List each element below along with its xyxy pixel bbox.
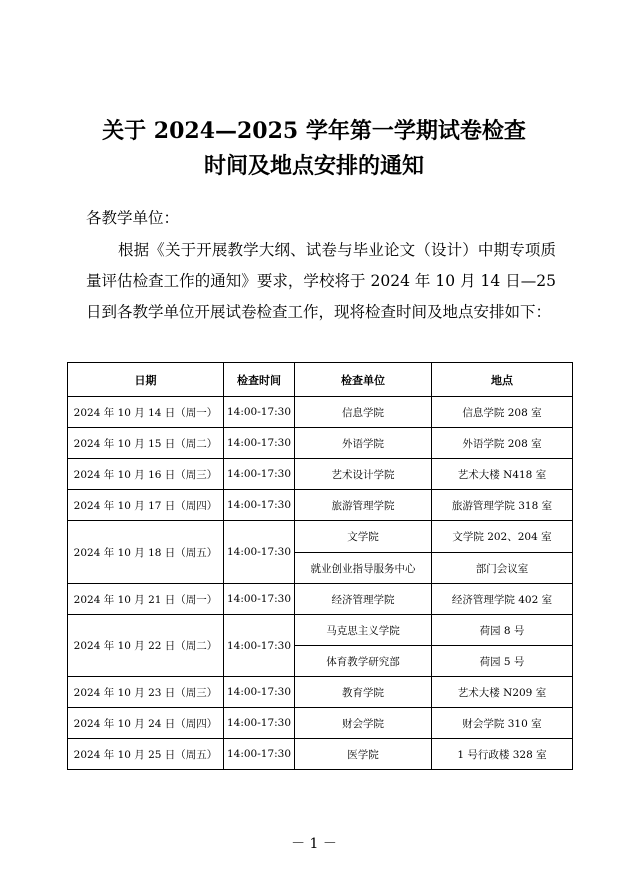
table-row — [68, 615, 573, 646]
schedule-table — [67, 362, 573, 770]
unit-cell: 体育教学研究部 — [295, 646, 432, 677]
date-cell: 2024 年 10 月 24 日（周四） — [68, 708, 224, 739]
unit-cell: 马克思主义学院 — [295, 615, 432, 646]
date-cell: 2024 年 10 月 17 日（周四） — [68, 490, 224, 521]
time-cell: 14:00-17:30 — [224, 459, 295, 490]
unit-cell: 信息学院 — [295, 397, 432, 428]
unit-cell: 旅游管理学院 — [295, 490, 432, 521]
table-row — [68, 459, 573, 490]
time-cell: 14:00-17:30 — [224, 490, 295, 521]
location-cell: 艺术大楼 N418 室 — [432, 459, 573, 490]
table-row — [68, 428, 573, 459]
date-cell: 2024 年 10 月 18 日（周五） — [68, 521, 224, 584]
location-cell: 信息学院 208 室 — [432, 397, 573, 428]
date-cell: 2024 年 10 月 23 日（周三） — [68, 677, 224, 708]
date-cell: 2024 年 10 月 21 日（周一） — [68, 584, 224, 615]
unit-cell: 财会学院 — [295, 708, 432, 739]
table-row — [68, 521, 573, 553]
time-cell: 14:00-17:30 — [224, 584, 295, 615]
unit-cell: 文学院 — [295, 521, 432, 553]
time-cell: 14:00-17:30 — [224, 615, 295, 677]
location-cell: 旅游管理学院 318 室 — [432, 490, 573, 521]
location-cell: 外语学院 208 室 — [432, 428, 573, 459]
unit-cell: 经济管理学院 — [295, 584, 432, 615]
location-cell: 1 号行政楼 328 室 — [432, 739, 573, 770]
time-cell: 14:00-17:30 — [224, 397, 295, 428]
location-cell: 荷园 5 号 — [432, 646, 573, 677]
unit-cell: 教育学院 — [295, 677, 432, 708]
time-cell: 14:00-17:30 — [224, 428, 295, 459]
table-row — [68, 739, 573, 770]
notice-title-line1: 关于 2024—2025 学年第一学期试卷检查 — [102, 118, 526, 144]
unit-cell: 艺术设计学院 — [295, 459, 432, 490]
date-cell: 2024 年 10 月 15 日（周二） — [68, 428, 224, 459]
date-cell: 2024 年 10 月 22 日（周二） — [68, 615, 224, 677]
table-header-row — [68, 363, 573, 397]
date-cell: 2024 年 10 月 25 日（周五） — [68, 739, 224, 770]
time-cell: 14:00-17:30 — [224, 708, 295, 739]
time-cell: 14:00-17:30 — [224, 677, 295, 708]
time-cell: 14:00-17:30 — [224, 521, 295, 584]
header-location: 地点 — [432, 363, 573, 397]
salutation: 各教学单位： — [86, 209, 180, 227]
unit-cell: 就业创业指导服务中心 — [295, 553, 432, 584]
table-row — [68, 584, 573, 615]
location-cell: 财会学院 310 室 — [432, 708, 573, 739]
location-cell: 部门会议室 — [432, 553, 573, 584]
location-cell: 荷园 8 号 — [432, 615, 573, 646]
unit-cell: 外语学院 — [295, 428, 432, 459]
notice-title-line2: 时间及地点安排的通知 — [203, 153, 424, 179]
body-paragraph: 根据《关于开展教学大纲、试卷与毕业论文（设计）中期专项质量评估检查工作的通知》要求，学校将于 2024 年 10 月 14 日—25 日到各教学单位开展试卷检查工作，现将检查时间及地点安排如下： — [86, 241, 556, 321]
header-unit: 检查单位 — [295, 363, 432, 397]
table-row — [68, 397, 573, 428]
location-cell: 文学院 202、204 室 — [432, 521, 573, 553]
time-cell: 14:00-17:30 — [224, 739, 295, 770]
unit-cell: 医学院 — [295, 739, 432, 770]
table-row — [68, 708, 573, 739]
location-cell: 艺术大楼 N209 室 — [432, 677, 573, 708]
table-row — [68, 677, 573, 708]
date-cell: 2024 年 10 月 14 日（周一） — [68, 397, 224, 428]
location-cell: 经济管理学院 402 室 — [432, 584, 573, 615]
table-row — [68, 490, 573, 521]
header-date: 日期 — [68, 363, 224, 397]
page-number: － 1 － — [291, 836, 337, 852]
schedule-body — [68, 397, 573, 770]
date-cell: 2024 年 10 月 16 日（周三） — [68, 459, 224, 490]
header-time: 检查时间 — [224, 363, 295, 397]
